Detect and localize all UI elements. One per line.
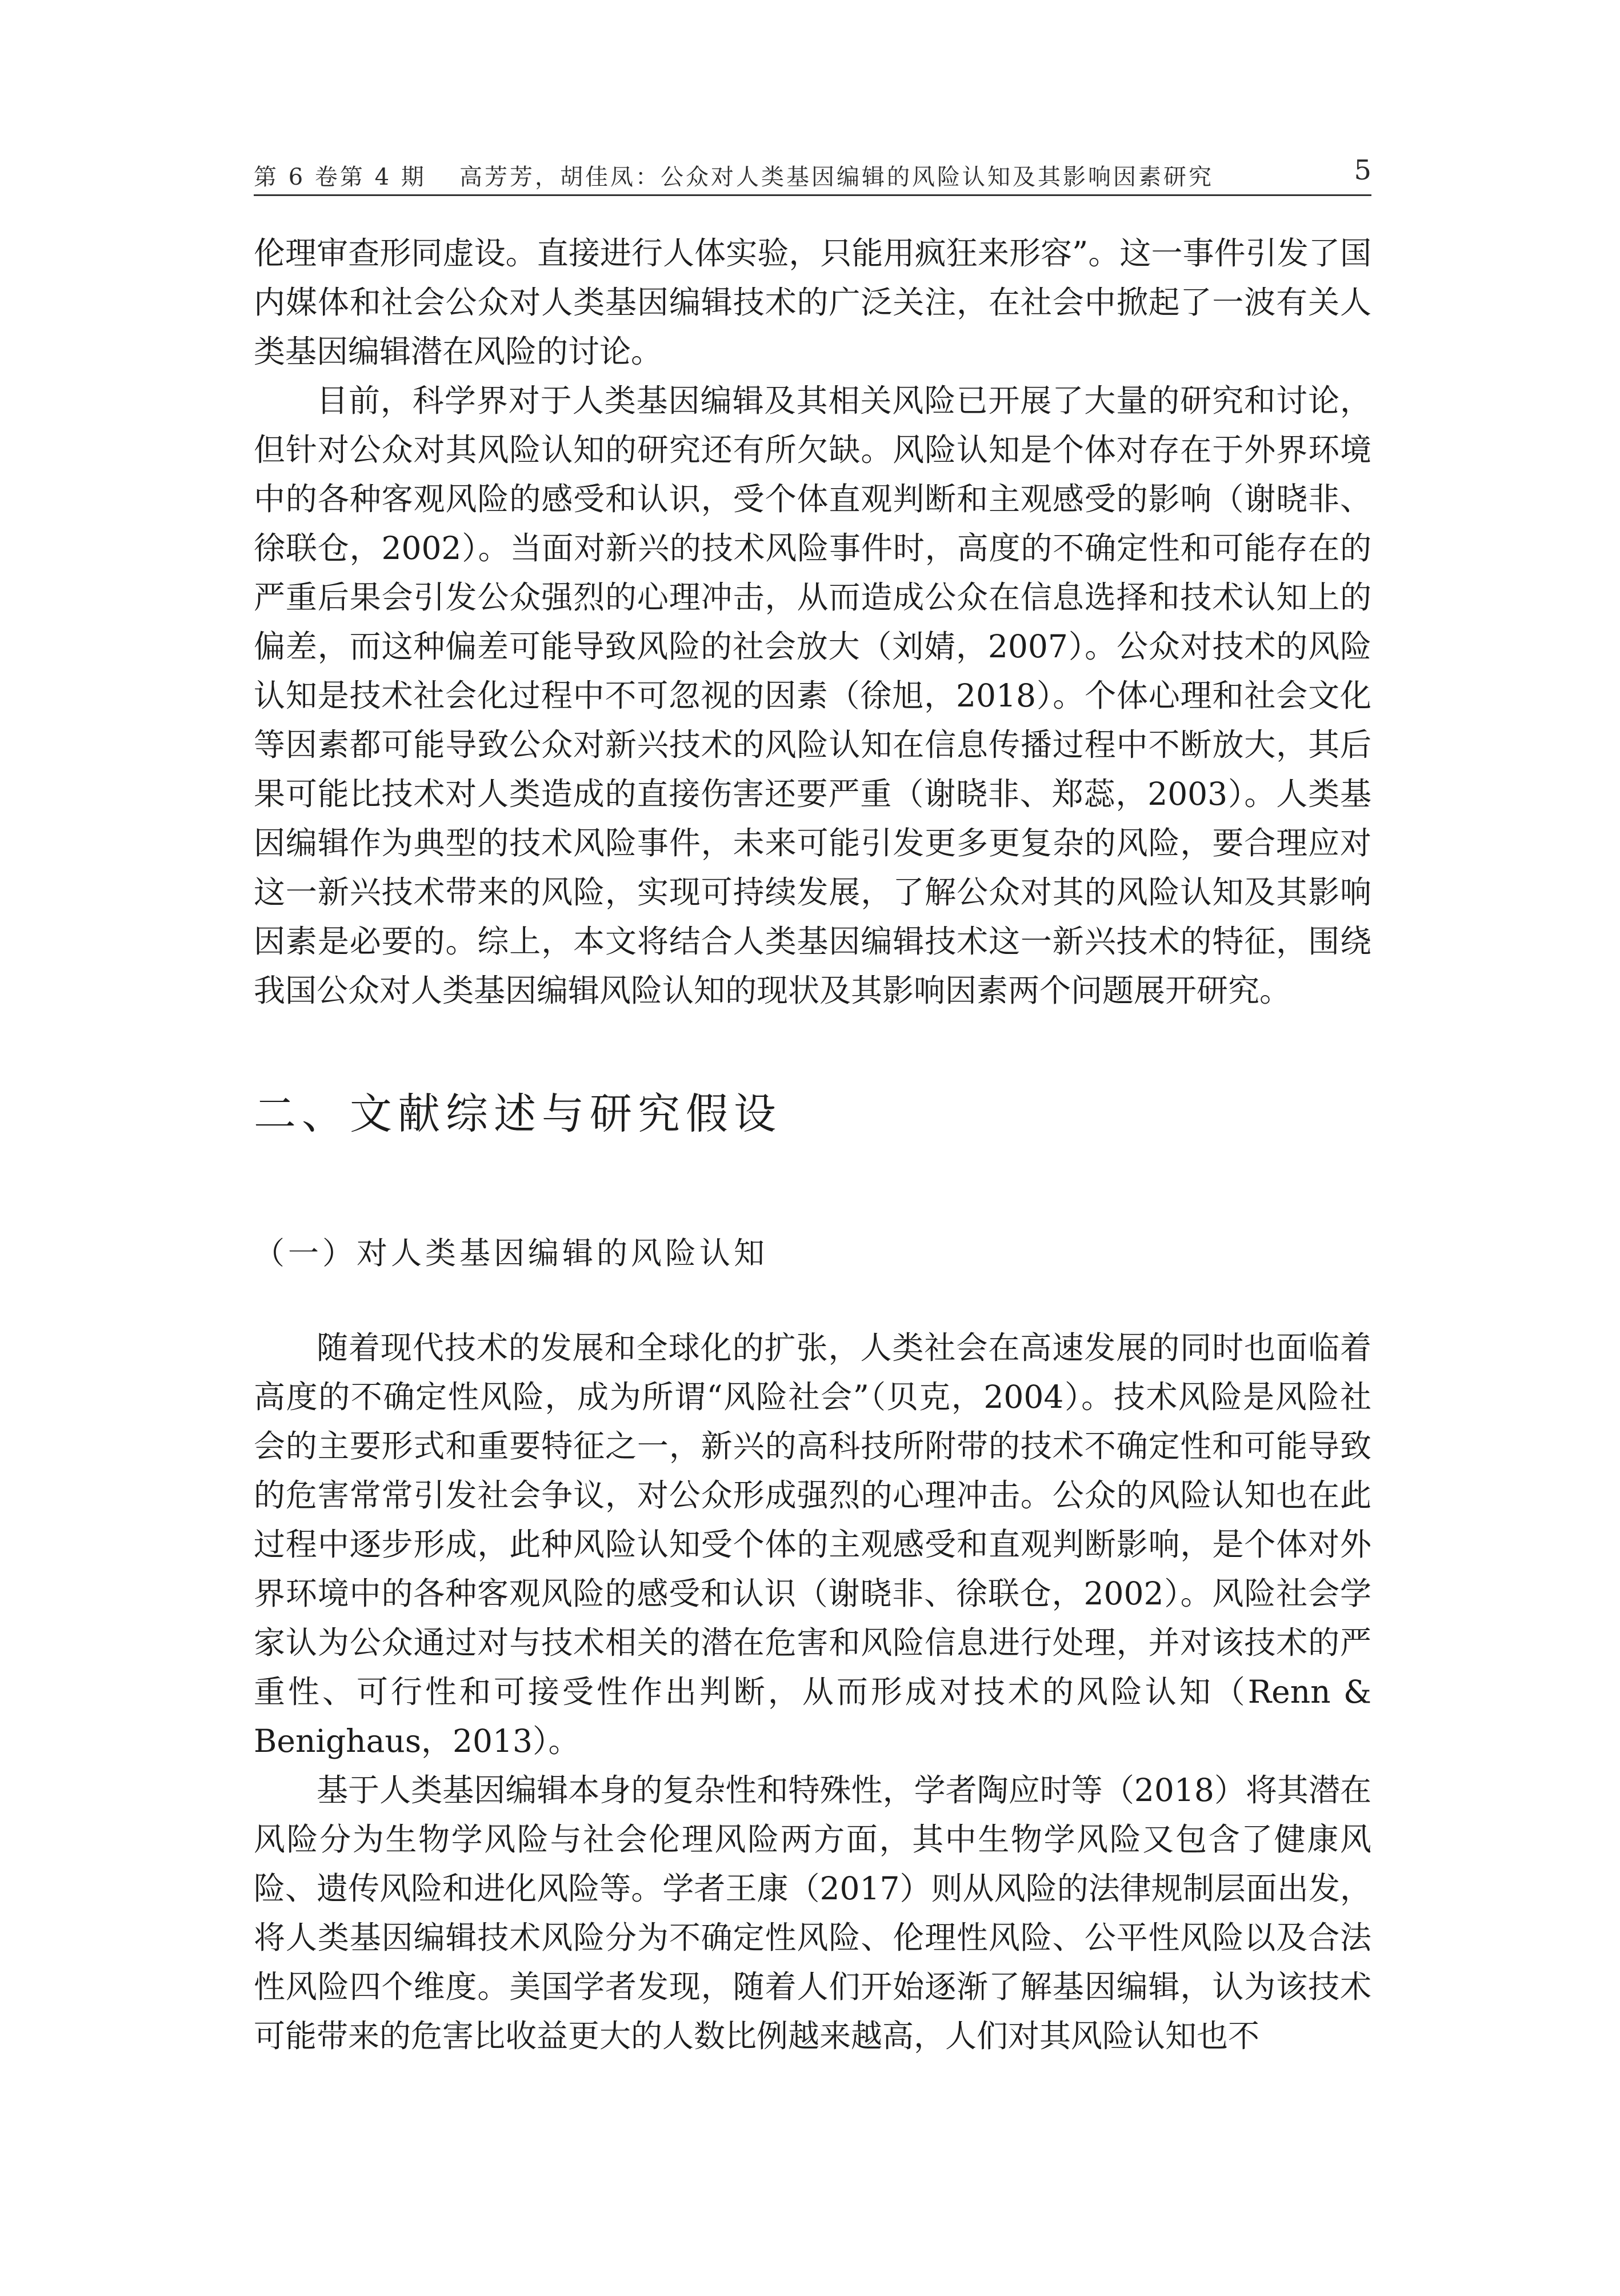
- running-title: 高芳芳，胡佳凤：公众对人类基因编辑的风险认知及其影响因素研究: [459, 164, 1214, 190]
- running-header: [254, 154, 1371, 191]
- subsection-heading: （一）对人类基因编辑的风险认知: [254, 1235, 768, 1271]
- section-heading: 二、文献综述与研究假设: [254, 1089, 782, 1139]
- intro-text: [254, 229, 1371, 1015]
- header-rule: [254, 194, 1371, 196]
- section-text: [254, 1323, 1371, 2061]
- page-number: 5: [1354, 154, 1371, 186]
- paragraph: 伦理审查形同虚设。直接进行人体实验，只能用疯狂来形容”。这一事件引发了国内媒体和社会公众对人类基因编辑技术的广泛关注，在社会中掀起了一波有关人类基因编辑潜在风险的讨论。: [254, 235, 1371, 370]
- paragraph: 目前，科学界对于人类基因编辑及其相关风险已开展了大量的研究和讨论，但针对公众对其风险认知的研究还有所欠缺。风险认知是个体对存在于外界环境中的各种客观风险的感受和认识，受个体直观判断和主观感受的影响（谢晓非、徐联仓，2002）。当面对新兴的技术风险事件时，高度的不确定性和可能存在的严重后果会引发公众强烈的心理冲击，从而造成公众在信息选择和技术认知上的偏差，而这种偏差可能导致风险的社会放大（刘婧，2007）。公众对技术的风险认知是技术社会化过程中不可忽视的因素（徐旭，2018）。个体心理和社会文化等因素都可能导致公众对新兴技术的风险认知在信息传播过程中不断放大，其后果可能比技术对人类造成的直接伤害还要严重（谢晓非、郑蕊，2003）。人类基因编辑作为典型的技术风险事件，未来可能引发更多更复杂的风险，要合理应对这一新兴技术带来的风险，实现可持续发展，了解公众对其的风险认知及其影响因素是必要的。综上，本文将结合人类基因编辑技术这一新兴技术的特征，围绕我国公众对人类基因编辑风险认知的现状及其影响因素两个问题展开研究。: [254, 382, 1371, 1009]
- paragraph: 基于人类基因编辑本身的复杂性和特殊性，学者陶应时等（2018）将其潜在风险分为生物学风险与社会伦理风险两方面，其中生物学风险又包含了健康风险、遗传风险和进化风险等。学者王康（2017）则从风险的法律规制层面出发，将人类基因编辑技术风险分为不确定性风险、伦理性风险、公平性风险以及合法性风险四个维度。美国学者发现，随着人们开始逐渐了解基因编辑，认为该技术可能带来的危害比收益更大的人数比例越来越高，人们对其风险认知也不: [254, 1772, 1371, 2054]
- paragraph: 随着现代技术的发展和全球化的扩张，人类社会在高速发展的同时也面临着高度的不确定性风险，成为所谓“风险社会”（贝克，2004）。技术风险是风险社会的主要形式和重要特征之一，新兴的高科技所附带的技术不确定性和可能导致的危害常常引发社会争议，对公众形成强烈的心理冲击。公众的风险认知也在此过程中逐步形成，此种风险认知受个体的主观感受和直观判断影响，是个体对外界环境中的各种客观风险的感受和认识（谢晓非、徐联仓，2002）。风险社会学家认为公众通过对与技术相关的潜在危害和风险信息进行处理，并对该技术的严重性、可行性和可接受性作出判断，从而形成对技术的风险认知（Renn & Benighaus，2013）。: [254, 1329, 1371, 1759]
- journal-issue: 第 6 卷第 4 期: [254, 164, 426, 190]
